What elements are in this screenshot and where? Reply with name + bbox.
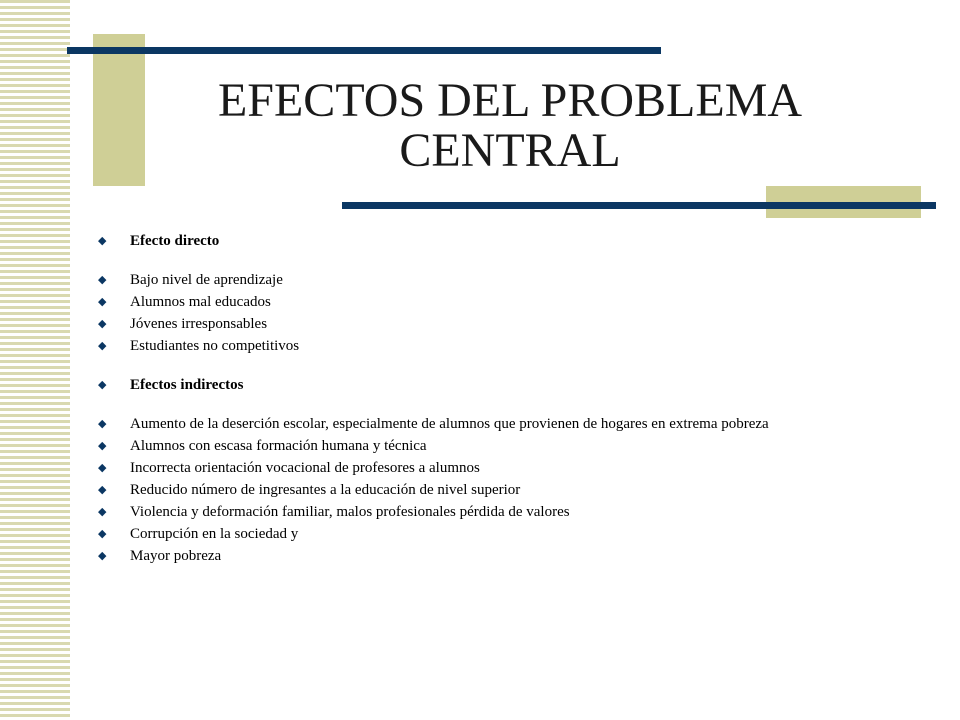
slide-title: EFECTOS DEL PROBLEMA CENTRAL (217, 74, 803, 177)
list-item (96, 481, 912, 500)
list-item (96, 315, 912, 334)
list-item (96, 293, 912, 312)
diamond-bullet-icon: ◆ (98, 528, 107, 540)
diamond-bullet-icon: ◆ (98, 274, 107, 286)
decorative-stripes (0, 0, 70, 720)
diamond-bullet-icon: ◆ (98, 418, 107, 430)
diamond-bullet-icon: ◆ (98, 296, 107, 308)
list-item-text: Violencia y deformación familiar, malos profesionales pérdida de valores (130, 504, 570, 520)
list-item-text: Bajo nivel de aprendizaje (130, 272, 283, 288)
list-item-text: Jóvenes irresponsables (130, 316, 268, 332)
list-item (96, 437, 912, 456)
diamond-bullet-icon: ◆ (98, 484, 107, 496)
diamond-bullet-icon: ◆ (98, 506, 107, 518)
effects-list (96, 232, 912, 566)
diamond-bullet-icon: ◆ (98, 340, 107, 352)
diamond-bullet-icon: ◆ (98, 379, 107, 391)
list-item-text: Alumnos mal educados (130, 294, 271, 310)
list-item (96, 415, 912, 434)
diamond-bullet-icon: ◆ (98, 318, 107, 330)
section-heading: Efecto directo (130, 233, 220, 249)
list-item (96, 376, 912, 395)
diamond-bullet-icon: ◆ (98, 550, 107, 562)
list-item-text: Reducido número de ingresantes a la educación de nivel superior (130, 482, 521, 498)
diamond-bullet-icon: ◆ (98, 235, 107, 247)
diamond-bullet-icon: ◆ (98, 462, 107, 474)
decorative-bar-top (67, 47, 661, 54)
slide-body (96, 232, 912, 569)
list-item (96, 271, 912, 290)
list-item (96, 525, 912, 544)
list-item (96, 337, 912, 356)
list-item (96, 547, 912, 566)
list-item (96, 459, 912, 478)
list-item (96, 232, 912, 251)
diamond-bullet-icon: ◆ (98, 440, 107, 452)
list-item (96, 503, 912, 522)
list-item-text: Mayor pobreza (130, 548, 222, 564)
list-item-text: Alumnos con escasa formación humana y técnica (130, 438, 427, 454)
list-item-text: Estudiantes no competitivos (130, 338, 300, 354)
list-item-text: Aumento de la deserción escolar, especialmente de alumnos que provienen de hogares en extrema pobreza (130, 416, 769, 432)
decorative-bar-bottom (342, 202, 936, 209)
list-item-text: Incorrecta orientación vocacional de profesores a alumnos (130, 460, 480, 476)
section-heading: Efectos indirectos (130, 377, 244, 393)
decorative-block-top-left (93, 34, 145, 186)
list-item-text: Corrupción en la sociedad y (130, 526, 299, 542)
